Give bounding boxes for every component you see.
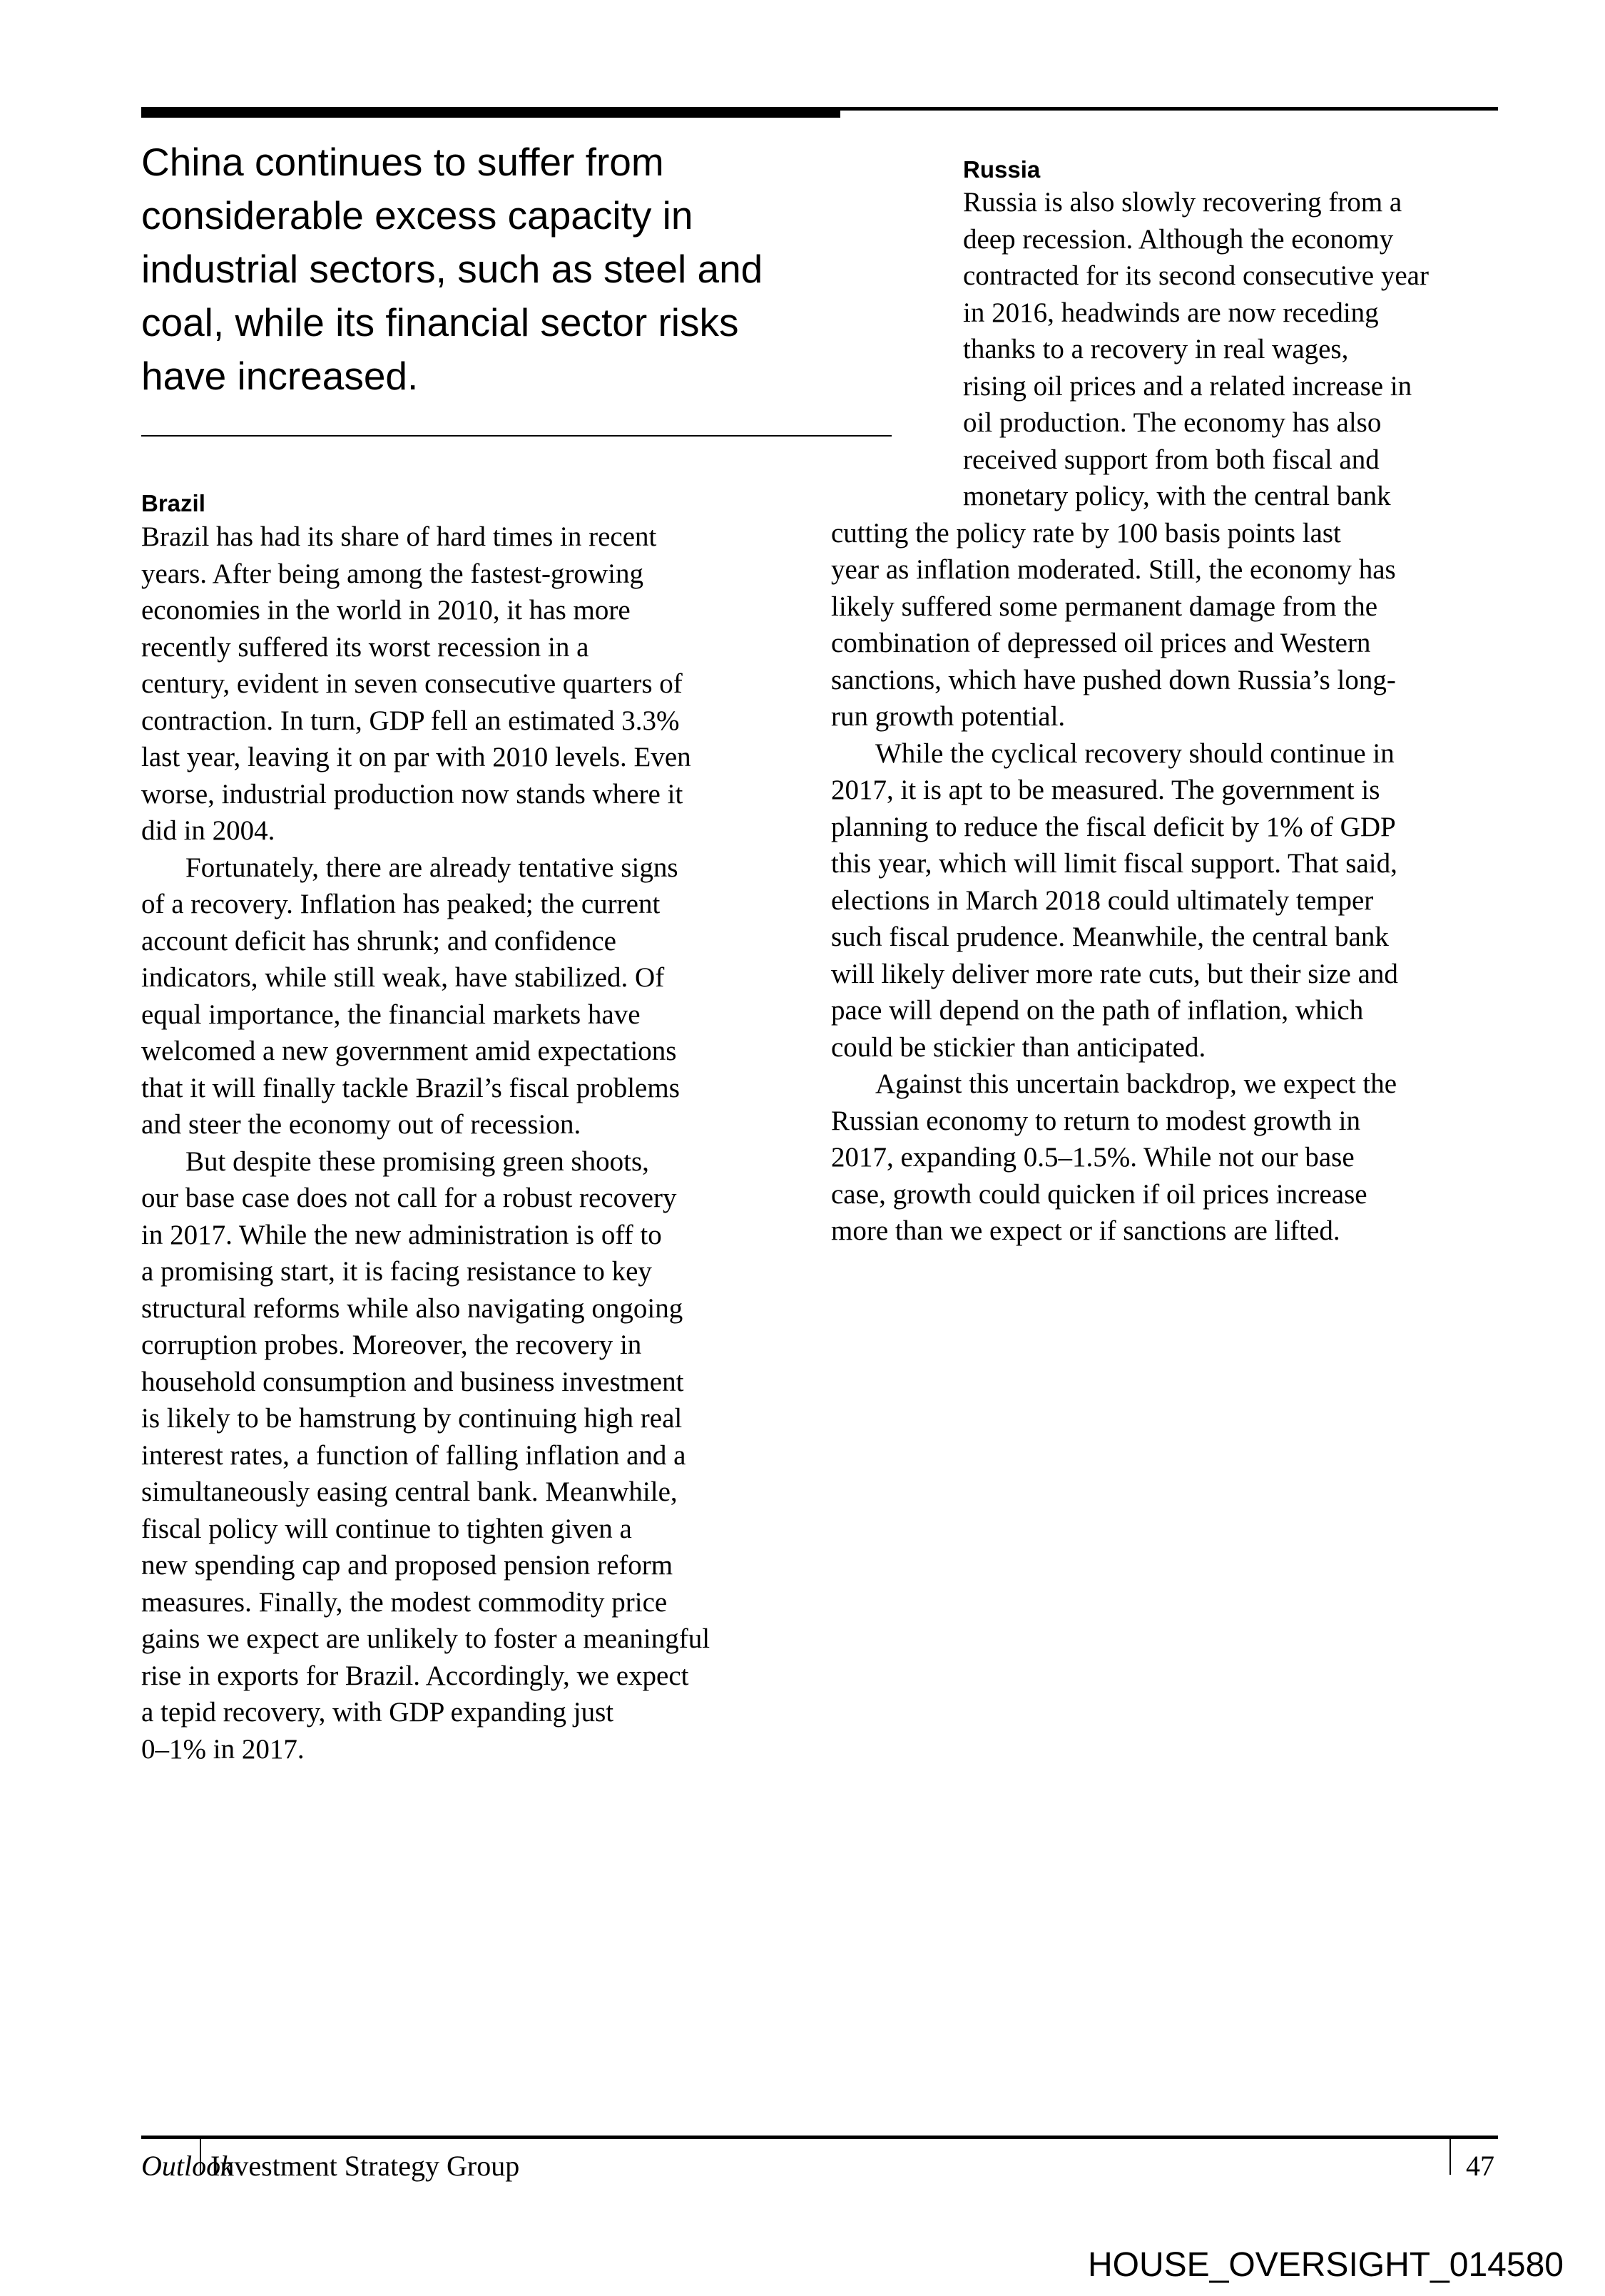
text-line: more than we expect or if sanctions are lifted. — [831, 1215, 1340, 1246]
text-line: gains we expect are unlikely to foster a meaningful — [141, 1623, 710, 1654]
section-heading-russia: Russia — [963, 156, 1041, 183]
text-line: contracted for its second consecutive year — [963, 260, 1429, 291]
pull-quote-line: have increased. — [141, 354, 419, 398]
text-line: 2017, expanding 0.5–1.5%. While not our base — [831, 1142, 1355, 1173]
text-line: Against this uncertain backdrop, we expect the — [875, 1068, 1397, 1099]
pull-quote — [141, 136, 855, 403]
footer-rule — [141, 2136, 1498, 2139]
russia-body — [831, 184, 1429, 1250]
text-line: planning to reduce the fiscal deficit by 1% of GDP — [831, 811, 1396, 842]
pull-quote-line: industrial sectors, such as steel and — [141, 247, 763, 291]
text-line: Fortunately, there are already tentative signs — [185, 852, 678, 883]
section-heading-brazil: Brazil — [141, 490, 205, 516]
text-line: rise in exports for Brazil. Accordingly, we expect — [141, 1660, 689, 1691]
text-line: Russian economy to return to modest growth in — [831, 1105, 1360, 1136]
text-line: contraction. In turn, GDP fell an estimated 3.3% — [141, 705, 680, 736]
text-line: last year, leaving it on par with 2010 levels. Even — [141, 742, 691, 772]
text-line: that it will finally tackle Brazil’s fiscal problems — [141, 1072, 680, 1103]
text-line: economies in the world in 2010, it has more — [141, 595, 631, 626]
text-line: Brazil has had its share of hard times in recent — [141, 521, 657, 552]
footer-publication: Outlook — [141, 2150, 233, 2182]
text-line: oil production. The economy has also — [963, 407, 1382, 438]
text-line: in 2016, headwinds are now receding — [963, 297, 1379, 328]
text-line: equal importance, the financial markets have — [141, 999, 641, 1030]
text-line: thanks to a recovery in real wages, — [963, 334, 1349, 364]
text-line: pace will depend on the path of inflation, which — [831, 995, 1364, 1026]
text-line: corruption probes. Moreover, the recovery in — [141, 1330, 642, 1360]
text-line: 2017, it is apt to be measured. The government is — [831, 775, 1380, 805]
footer-divider — [1449, 2139, 1451, 2175]
text-line: received support from both fiscal and — [963, 444, 1380, 475]
text-line: cutting the policy rate by 100 basis points last — [831, 517, 1341, 549]
text-line: deep recession. Although the economy — [963, 223, 1394, 255]
text-line: case, growth could quicken if oil prices increase — [831, 1178, 1367, 1210]
text-line: Russia is also slowly recovering from a — [963, 187, 1402, 218]
footer-group: Investment Strategy Group — [210, 2150, 520, 2182]
text-line: But despite these promising green shoots, — [185, 1146, 649, 1177]
pull-quote-line: considerable excess capacity in — [141, 193, 693, 238]
text-line: measures. Finally, the modest commodity price — [141, 1586, 668, 1618]
text-line: fiscal policy will continue to tighten given a — [141, 1513, 632, 1544]
top-rule-thick — [141, 107, 840, 118]
text-line: combination of depressed oil prices and Western — [831, 628, 1371, 658]
text-line: year as inflation moderated. Still, the economy has — [831, 554, 1396, 585]
text-line: will likely deliver more rate cuts, but their size and — [831, 958, 1398, 989]
text-line: monetary policy, with the central bank — [963, 481, 1391, 511]
text-line: this year, which will limit fiscal support. That said, — [831, 848, 1397, 879]
text-line: 0–1% in 2017. — [141, 1733, 305, 1765]
text-line: and steer the economy out of recession. — [141, 1109, 581, 1140]
text-line: run growth potential. — [831, 701, 1066, 732]
text-line: welcomed a new government amid expectations — [141, 1036, 677, 1066]
bates-stamp: HOUSE_OVERSIGHT_014580 — [1088, 2246, 1564, 2284]
text-line: could be stickier than anticipated. — [831, 1031, 1206, 1063]
text-line: sanctions, which have pushed down Russia’s long- — [831, 664, 1396, 695]
text-line: did in 2004. — [141, 815, 275, 846]
text-line: likely suffered some permanent damage from the — [831, 591, 1378, 622]
text-line: in 2017. While the new administration is off to — [141, 1219, 662, 1250]
text-line: While the cyclical recovery should continue in — [875, 738, 1395, 769]
text-line: our base case does not call for a robust recovery — [141, 1183, 677, 1213]
pull-quote-line: coal, while its financial sector risks — [141, 300, 739, 345]
text-line: a tepid recovery, with GDP expanding just — [141, 1697, 614, 1728]
text-line: is likely to be hamstrung by continuing high real — [141, 1403, 683, 1434]
text-line: simultaneously easing central bank. Meanwhile, — [141, 1476, 678, 1507]
text-line: rising oil prices and a related increase in — [963, 370, 1412, 402]
page-number: 47 — [1466, 2150, 1494, 2182]
text-line: elections in March 2018 could ultimately temper — [831, 884, 1374, 916]
text-line: recently suffered its worst recession in a — [141, 631, 589, 663]
text-line: a promising start, it is facing resistance to key — [141, 1256, 652, 1287]
text-line: household consumption and business investment — [141, 1366, 684, 1397]
text-line: worse, industrial production now stands where it — [141, 778, 683, 810]
text-line: century, evident in seven consecutive quarters of — [141, 668, 683, 699]
text-line: account deficit has shrunk; and confidence — [141, 925, 616, 956]
brazil-body — [141, 519, 710, 1767]
text-line: years. After being among the fastest-growing — [141, 558, 643, 589]
text-line: of a recovery. Inflation has peaked; the current — [141, 889, 661, 919]
text-line: such fiscal prudence. Meanwhile, the central bank — [831, 922, 1389, 952]
pull-quote-line: China continues to suffer from — [141, 140, 664, 184]
text-line: new spending cap and proposed pension reform — [141, 1550, 673, 1581]
text-line: indicators, while still weak, have stabilized. Of — [141, 962, 665, 993]
text-line: interest rates, a function of falling inflation and a — [141, 1439, 686, 1471]
pull-quote-divider — [141, 435, 892, 437]
text-line: structural reforms while also navigating ongoing — [141, 1292, 683, 1324]
